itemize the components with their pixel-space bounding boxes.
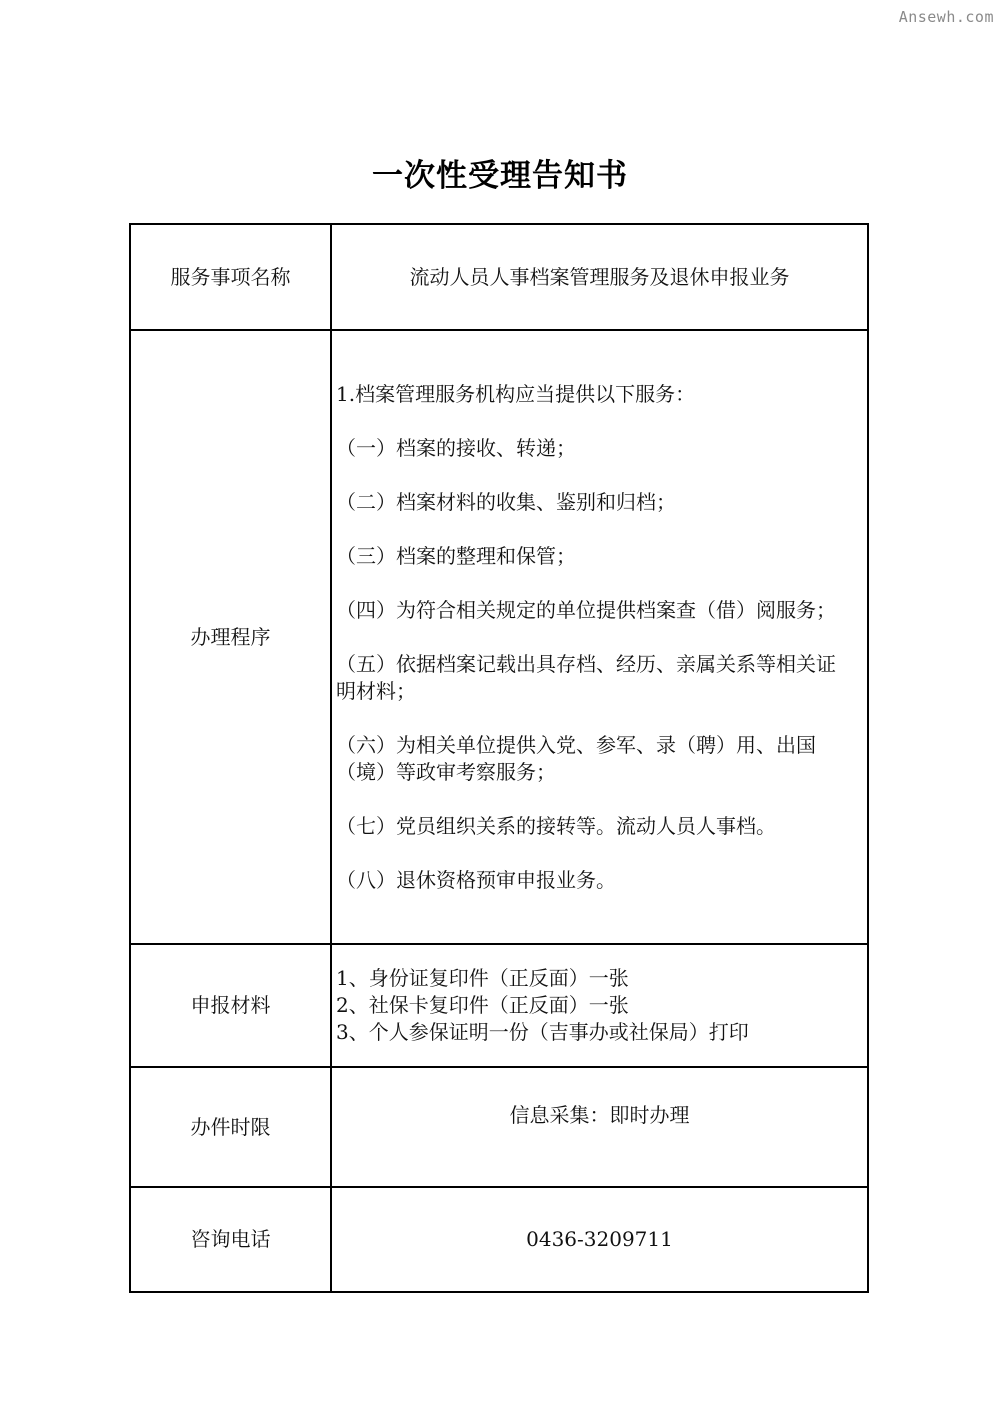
procedure-line: （二）档案材料的收集、鉴别和归档； [336, 489, 676, 514]
materials-line: 2、社保卡复印件（正反面）一张 [336, 993, 629, 1017]
watermark: Ansewh.com [898, 8, 994, 26]
time-limit-label: 办件时限 [130, 1067, 331, 1187]
procedure-line: （六）为相关单位提供入党、参军、录（聘）用、出国（境）等政审考察服务； [336, 732, 816, 784]
service-name-label: 服务事项名称 [130, 224, 331, 330]
notice-table [129, 223, 869, 1293]
phone-label: 咨询电话 [130, 1187, 331, 1292]
row-time-limit [130, 1067, 868, 1187]
procedure-label: 办理程序 [130, 330, 331, 944]
procedure-line: （五）依据档案记载出具存档、经历、亲属关系等相关证明材料； [336, 651, 836, 703]
materials-line: 1、身份证复印件（正反面）一张 [336, 966, 629, 990]
phone-value: 0436-3209711 [331, 1187, 868, 1292]
procedure-line: （七）党员组织关系的接转等。流动人员人事档。 [336, 813, 776, 838]
row-materials [130, 944, 868, 1067]
row-service-name [130, 224, 868, 330]
procedure-line: 1.档案管理服务机构应当提供以下服务： [336, 381, 696, 406]
procedure-content [331, 330, 868, 944]
row-phone [130, 1187, 868, 1292]
service-name-value: 流动人员人事档案管理服务及退休申报业务 [331, 224, 868, 330]
page-title: 一次性受理告知书 [372, 158, 628, 194]
procedure-line: （三）档案的整理和保管； [336, 543, 576, 568]
materials-content [331, 944, 868, 1067]
procedure-line: （四）为符合相关规定的单位提供档案查（借）阅服务； [336, 597, 836, 622]
time-limit-value: 信息采集：即时办理 [331, 1067, 868, 1187]
row-procedure [130, 330, 868, 944]
procedure-line: （一）档案的接收、转递； [336, 435, 576, 460]
materials-label: 申报材料 [130, 944, 331, 1067]
materials-line: 3、个人参保证明一份（吉事办或社保局）打印 [336, 1020, 749, 1044]
procedure-line: （八）退休资格预审申报业务。 [336, 867, 616, 892]
